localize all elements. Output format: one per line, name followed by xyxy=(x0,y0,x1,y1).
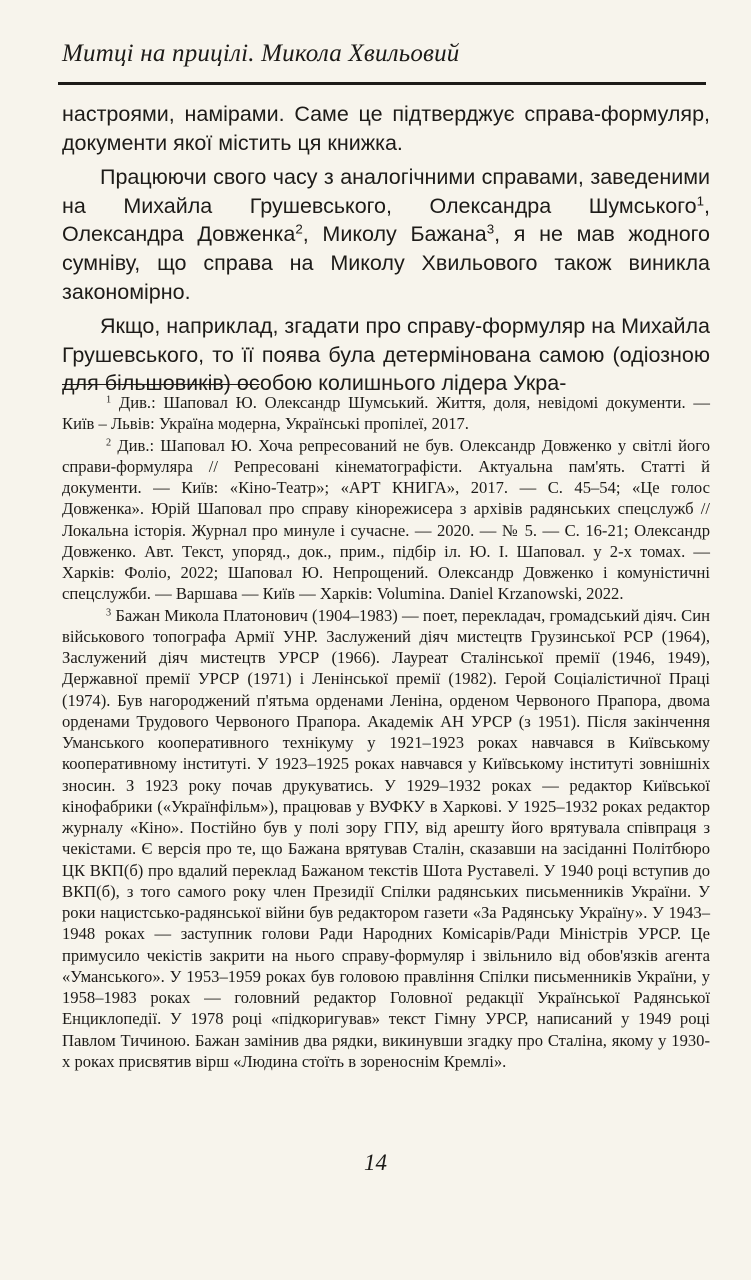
header-rule xyxy=(58,82,706,85)
running-title: Митці на прицілі. Микола Хвильовий xyxy=(62,40,460,67)
footnote-ref-1: 1 xyxy=(696,193,705,209)
footnote-3 xyxy=(62,605,710,1073)
footnote-3-marker: 3 xyxy=(106,606,112,618)
footnote-ref-2: 2 xyxy=(295,222,303,238)
footnote-2-marker: 2 xyxy=(106,436,112,448)
footnote-1-marker: 1 xyxy=(106,394,112,406)
paragraph-3: Якщо, наприклад, згадати про справу-формуляр на Михайла Грушевського, то її поява була детермінована самою (одіозною для більшовиків) особою колишнього лідера Укра- xyxy=(62,314,710,396)
main-text xyxy=(62,100,710,404)
paragraph-2-part-d: , я не мав жодного сумніву, що справа на Миколу Хвильового також виникла закономірно. xyxy=(62,222,710,304)
paragraph-2-part-b: , Олександра Довженка xyxy=(62,193,710,247)
footnote-separator xyxy=(62,384,260,385)
paragraph-1: настроями, намірами. Саме це підтверджує справа-формуляр, документи якої містить ця книжка. xyxy=(62,102,710,155)
footnote-1 xyxy=(62,392,710,435)
footnotes xyxy=(62,392,710,1072)
paragraph-2-part-a: Працюючи свого часу з аналогічними справами, заведеними на Михайла Грушевського, Олександра Шумського xyxy=(62,165,710,218)
footnote-2 xyxy=(62,435,710,605)
footnote-3-text: Бажан Микола Платонович (1904–1983) — поет, перекладач, громадський діяч. Син військового топографа Армії УНР. Заслужений діяч мистецтв Грузинської РСР (1964), Заслужений діяч мистецтв УРСР (1966). Лауреат Сталінської премії (1946, 1949), Державної премії УРСР (1971) і Ленінської премії (1982). Герой Соціалістичної Праці (1974). Був нагороджений п'ятьма орденами Леніна, орденом Червоного Прапора, двома орденами Трудового Червоного Прапора. Академік АН УРСР (з 1951). Після закінчення Уманського кооперативного технікуму у 1921–1923 роках навчався в Київському кооперативному інституті. У 1923–1925 роках навчався у Київському інституті зовнішніх зносин. З 1923 року почав друкуватись. У 1929–1932 роках — редактор Київської кінофабрики («Українфільм»), працював у ВУФКУ в Харкові. У 1925–1932 роках редактор журналу «Кіно». Постійно був у полі зору ГПУ, від арешту його врятувала співпраця з чекістами. Є версія про те, що Бажана врятував Сталін, сказавши на засіданні Політбюро ЦК ВКП(б) про вдалий переклад Бажаном текстів Шота Руставелі. У 1940 році вступив до ВКП(б), з того самого року член Президії Спілки радянських письменників України. У роки нацистсько-радянської війни був редактором газети «За Радянську Україну». У 1943–1948 роках — заступник голови Ради Народних Комісарів/Ради Міністрів УРСР. Це примусило чекістів закрити на нього справу-формуляр і звільнило від обов'язків агента «Уманського». У 1953–1959 роках був головою правління Спілки письменників України, у 1958–1983 роках — головний редактор Головної редакції Української Радянської Енциклопедії. У 1978 році «підкоригував» текст Гімну УРСР, написаний у 1949 році Павлом Тичиною. Бажан замінив два рядки, викинувши згадку про Сталіна, якому у 1930-х роках присвятив вірш «Людина стоїть в зореноснім Кремлі». xyxy=(62,605,710,1071)
paragraph-2-part-c: , Миколу Бажана xyxy=(302,222,487,247)
footnote-1-text: Див.: Шаповал Ю. Олександр Шумський. Життя, доля, невідомі документи. — Київ – Львів: Україна модерна, Українські пропілеї, 2017. xyxy=(62,393,710,434)
footnote-2-text: Див.: Шаповал Ю. Хоча репресований не був. Олександр Довженко у світлі його справи-формуляра // Репресовані кінематографісти. Актуальна пам'ять. Статті й документи. — Київ: «Кіно-Театр»; «АРТ КНИГА», 2017. — С. 45–54; «Це голос Довженка». Юрій Шаповал про справу кінорежисера з архівів радянських спецслужб // Локальна історія. Журнал про минуле і сучасне. — 2020. — № 5. — С. 16-21; Олександр Довженко. Авт. Текст, упоряд., док., прим., підбір іл. Ю. І. Шаповал. у 2-х томах. — Харків: Фоліо, 2022; Шаповал Ю. Непрощений. Олександр Довженко і комуністичні спецслужби. — Варшава — Київ — Харків: Volumina. Daniel Krzanowski, 2022. xyxy=(62,435,710,604)
page-number: 14 xyxy=(364,1150,387,1175)
paragraph-2 xyxy=(62,163,710,306)
footnote-ref-3: 3 xyxy=(486,222,495,238)
